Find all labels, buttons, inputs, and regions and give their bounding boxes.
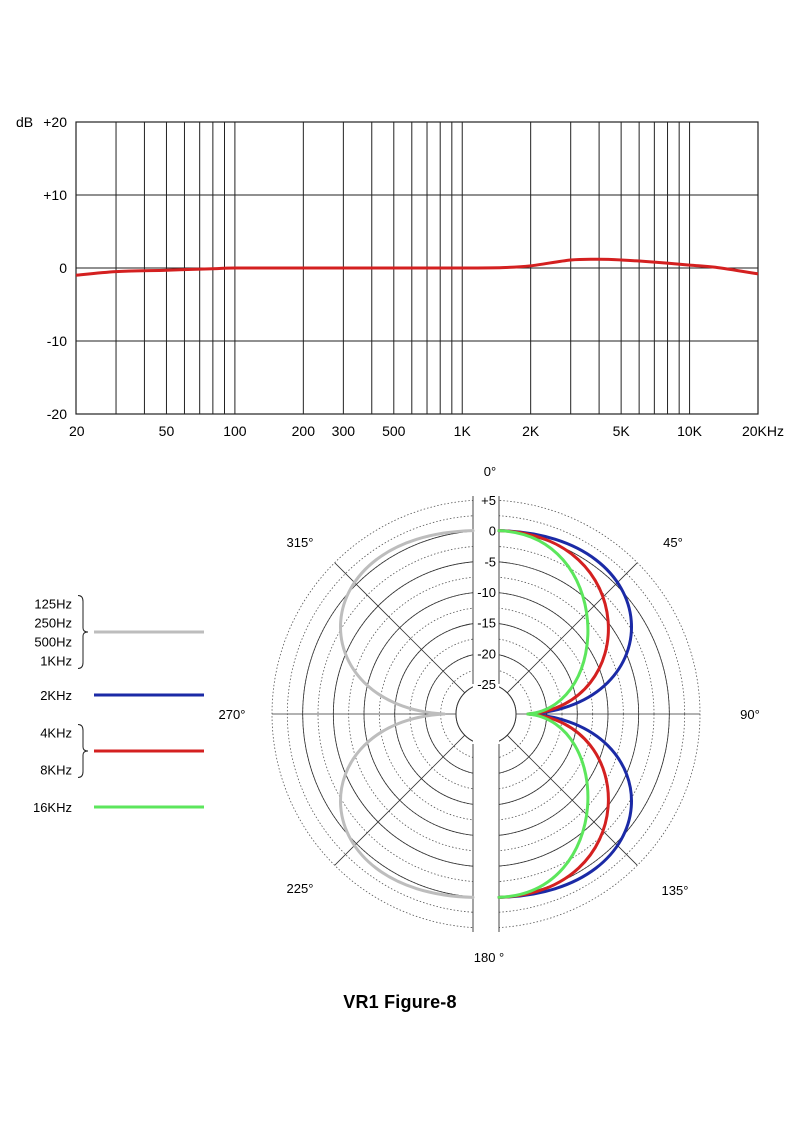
fr-x-tick-label: 2K bbox=[522, 423, 540, 439]
polar-angle-label: 225° bbox=[286, 881, 314, 896]
polar-r-tick-label: -10 bbox=[477, 585, 496, 600]
fr-y-tick-label: 0 bbox=[59, 260, 67, 276]
polar-legend bbox=[33, 596, 204, 816]
fr-y-tick-label: +20 bbox=[43, 114, 67, 130]
polar-r-tick-label: 0 bbox=[488, 523, 496, 539]
polar-pattern-chart bbox=[0, 440, 800, 980]
legend-label: 4KHz bbox=[40, 725, 72, 741]
legend-label: 16KHz bbox=[32, 800, 72, 815]
legend-label: 2KHz bbox=[40, 688, 72, 703]
legend-label: 250Hz bbox=[34, 615, 72, 631]
fr-x-tick-label: 200 bbox=[291, 423, 316, 439]
polar-angle-label: 90° bbox=[740, 707, 760, 722]
polar-lobe-upper bbox=[340, 531, 473, 714]
fr-series-group bbox=[76, 259, 758, 275]
fr-x-tick-label: 20KHz bbox=[741, 423, 785, 439]
polar-lobe-lower bbox=[340, 714, 473, 897]
fr-x-tick-label: 100 bbox=[223, 423, 247, 439]
polar-angle-label: 315° bbox=[286, 535, 314, 550]
polar-lobe-lower bbox=[499, 714, 632, 897]
fr-x-tick-label: 50 bbox=[158, 423, 175, 439]
legend-brace bbox=[78, 596, 88, 669]
fr-y-axis-label: dB bbox=[16, 114, 34, 130]
polar-angle-label: 270° bbox=[218, 707, 246, 722]
fr-x-tick-label: 10K bbox=[677, 423, 703, 439]
fr-response-curve bbox=[76, 259, 758, 275]
polar-r-tick-label: -20 bbox=[477, 646, 496, 662]
fr-y-tick-label: -20 bbox=[46, 406, 67, 422]
fr-y-tick-label: +10 bbox=[43, 187, 67, 203]
legend-label: 125Hz bbox=[34, 596, 72, 612]
frequency-response-chart bbox=[0, 0, 800, 440]
fr-x-tick-label: 500 bbox=[382, 423, 406, 439]
polar-angle-label: 0° bbox=[483, 464, 497, 479]
polar-angle-label: 180 ° bbox=[473, 950, 505, 965]
polar-lobe-upper bbox=[499, 531, 632, 714]
polar-angle-label: 135° bbox=[661, 883, 689, 898]
legend-label: 8KHz bbox=[40, 762, 72, 778]
polar-r-tick-label: -5 bbox=[484, 554, 496, 570]
fr-y-tick-label: -10 bbox=[46, 333, 67, 349]
polar-r-tick-label: -25 bbox=[477, 677, 496, 692]
fr-x-tick-label: 1K bbox=[453, 423, 471, 439]
fr-x-tick-label: 20 bbox=[69, 423, 85, 439]
legend-label: 1KHz bbox=[40, 653, 72, 669]
chart-title: VR1 Figure-8 bbox=[343, 992, 457, 1012]
legend-brace bbox=[78, 725, 88, 778]
polar-r-tick-label: -15 bbox=[477, 615, 496, 631]
fr-tick-labels bbox=[43, 114, 784, 439]
fr-x-tick-label: 5K bbox=[612, 423, 630, 439]
legend-label: 500Hz bbox=[34, 634, 72, 650]
polar-r-tick-label: +5 bbox=[481, 493, 496, 508]
fr-x-tick-label: 300 bbox=[331, 423, 356, 439]
polar-angle-label: 45° bbox=[663, 535, 683, 550]
